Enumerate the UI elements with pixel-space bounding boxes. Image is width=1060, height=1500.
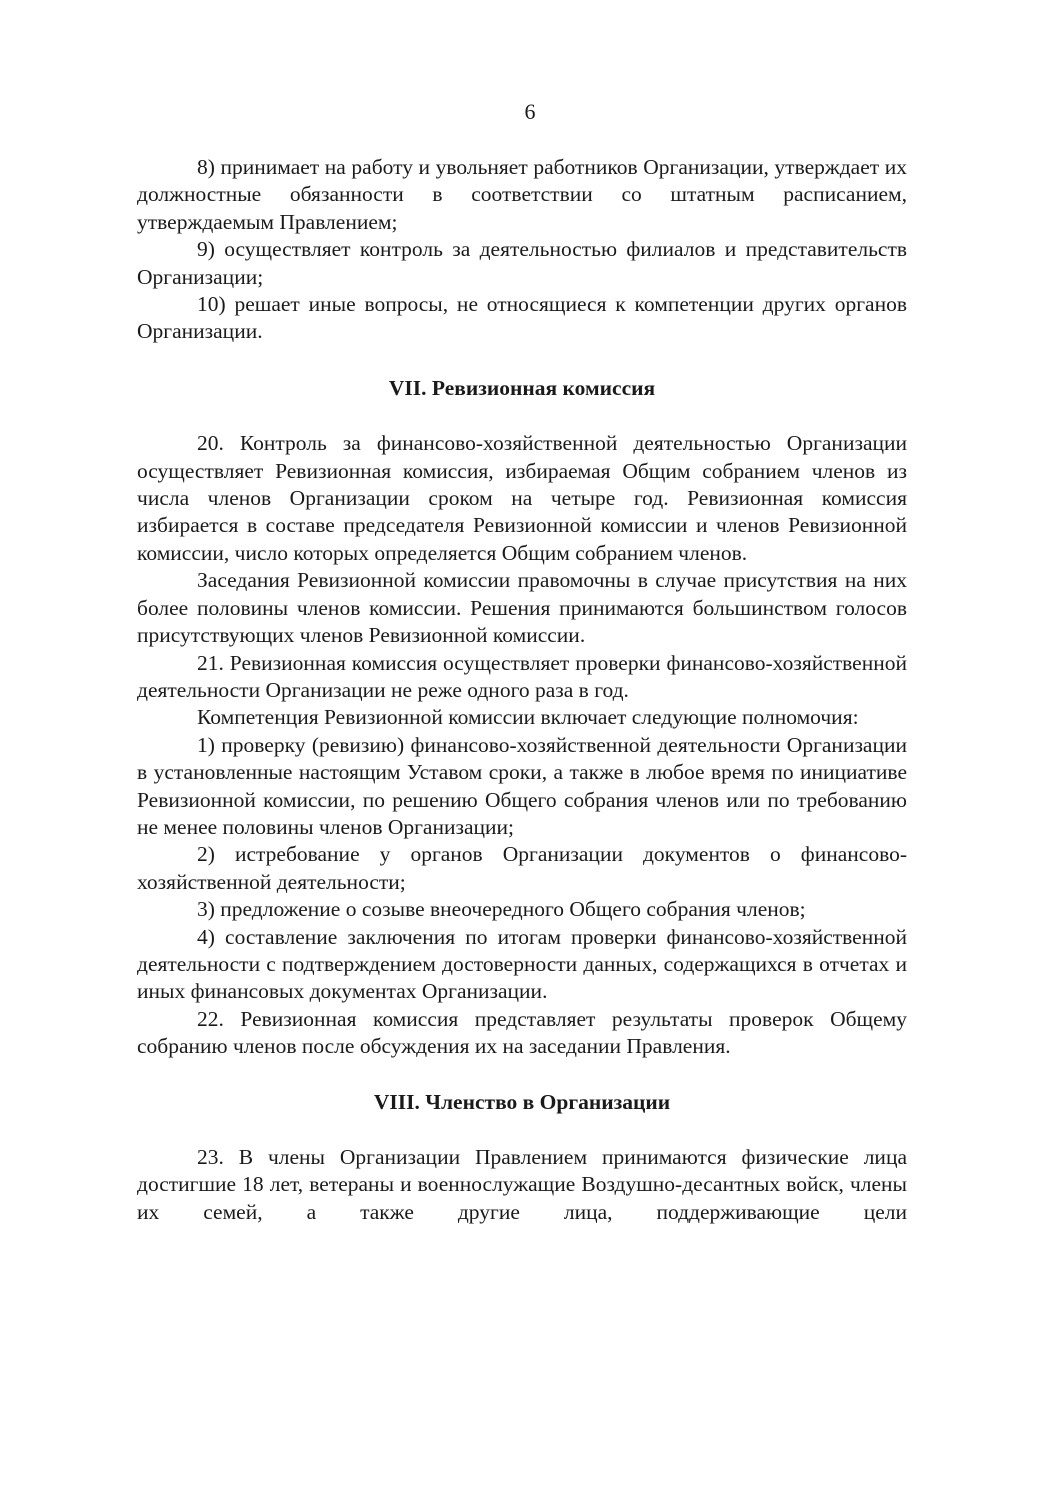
- paragraph-meetings: Заседания Ревизионной комиссии правомочны в случае присутствия на них более половины членов комиссии. Решения принимаются большинством голосов присутствующих членов Ревизионной комиссии.: [137, 568, 907, 648]
- paragraph-power-2: 2) истребование у органов Организации документов о финансово-хозяйственной деятельности;: [137, 842, 907, 894]
- paragraph-item-10: 10) решает иные вопросы, не относящиеся к компетенции других органов Организации.: [137, 292, 907, 344]
- paragraph-21: 21. Ревизионная комиссия осуществляет проверки финансово-хозяйственной деятельности Организации не реже одного раза в год.: [137, 650, 907, 702]
- paragraph-item-9: 9) осуществляет контроль за деятельностью филиалов и представительств Организации;: [137, 237, 907, 289]
- section-heading-viii: VIII. Членство в Организации: [373, 1089, 671, 1114]
- paragraph-power-4: 4) составление заключения по итогам проверки финансово-хозяйственной деятельности с подтверждением достоверности данных, содержащихся в отчетах и иных финансовых документах Организации.: [137, 924, 907, 1004]
- paragraph-22: 22. Ревизионная комиссия представляет результаты проверок Общему собранию членов после обсуждения их на заседании Правления.: [137, 1006, 907, 1059]
- paragraph-20: 20. Контроль за финансово-хозяйственной деятельностью Организации осуществляет Ревизионная комиссия, избираемая Общим собранием членов из числа членов Организации сроком на четыре год. Ревизионная комиссия избирается в составе председателя Ревизионной комиссии и членов Ревизионной комиссии, число которых определяется Общим собранием членов.: [137, 431, 907, 565]
- paragraph-23: 23. В члены Организации Правлением принимаются физические лица достигшие 18 лет, ветераны и военнослужащие Воздушно-десантных войск, члены их семей, а также другие лица, поддерживающие цели: [137, 1145, 907, 1224]
- section-heading-vii: VII. Ревизионная комиссия: [388, 375, 656, 400]
- paragraph-power-1: 1) проверку (ревизию) финансово-хозяйственной деятельности Организации в установленные настоящим Уставом сроки, а также в любое время по инициативе Ревизионной комиссии, по решению Общего собрания членов или по требованию не менее половины членов Организации;: [137, 732, 907, 839]
- document-body: [137, 154, 907, 1226]
- page-number: 6: [524, 99, 536, 124]
- paragraph-item-8: 8) принимает на работу и увольняет работников Организации, утверждает их должностные обязанности в соответствии со штатным расписанием, утверждаемым Правлением;: [137, 155, 907, 234]
- paragraph-competence: Компетенция Ревизионной комиссии включает следующие полномочия:: [197, 705, 859, 730]
- paragraph-power-3: 3) предложение о созыве внеочередного Общего собрания членов;: [197, 897, 806, 922]
